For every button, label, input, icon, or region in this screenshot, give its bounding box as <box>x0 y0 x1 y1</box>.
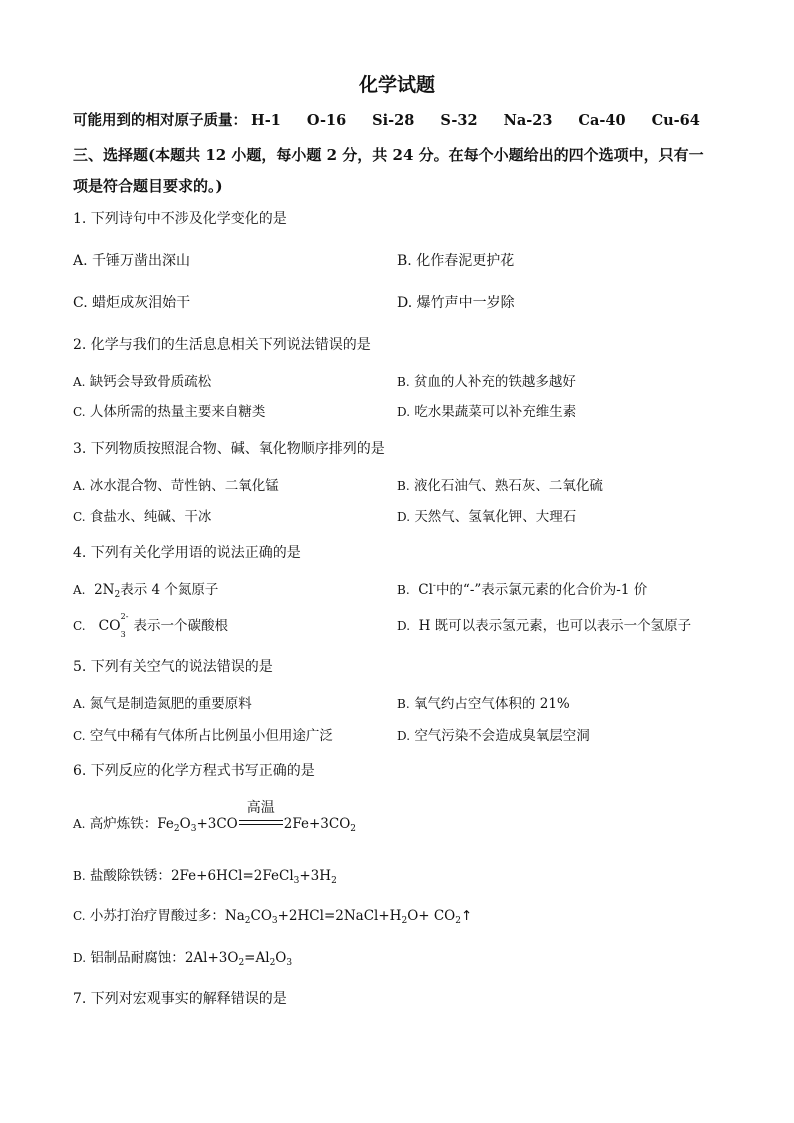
atom-o: O-16 <box>306 112 347 129</box>
q2-option-d[interactable]: D. 吃水果蔬菜可以补充维生素 <box>397 404 577 420</box>
q3-option-d[interactable]: D. 天然气、氢氧化钾、大理石 <box>397 509 577 525</box>
q5-stem: 5. 下列有关空气的说法错误的是 <box>73 659 273 675</box>
q6-option-b[interactable]: B. 盐酸除铁锈：$2Fe+6HCl=2FeCl_3+3H_2$ <box>73 868 337 886</box>
q3-stem: 3. 下列物质按照混合物、碱、氧化物顺序排列的是 <box>73 441 385 457</box>
q3-option-b[interactable]: B. 液化石油气、熟石灰、二氧化硫 <box>397 478 603 494</box>
q1-stem: 1. 下列诗句中不涉及化学变化的是 <box>73 211 287 227</box>
q5-option-d[interactable]: D. 空气污染不会造成臭氧层空洞 <box>397 728 590 744</box>
q1-option-d[interactable]: D. 爆竹声中一岁除 <box>397 295 515 311</box>
section-heading-line2: 项是符合题目要求的。) <box>73 177 223 195</box>
reaction-condition: 高温 <box>239 815 283 829</box>
q5-option-b[interactable]: B. 氧气约占空气体积的 21% <box>397 696 570 712</box>
atom-na: Na-23 <box>503 112 553 129</box>
q4-option-c[interactable]: C. CO 2- 3 表示一个碳酸根 <box>73 612 229 639</box>
section-heading-line1: 三、选择题(本题共 12 小题，每小题 2 分，共 24 分。在每个小题给出的四个选项中，只有一 <box>73 146 704 164</box>
q1-option-a[interactable]: A. 千锤万凿出深山 <box>73 253 191 269</box>
q3-option-c[interactable]: C. 食盐水、纯碱、干冰 <box>73 509 212 525</box>
atom-ca: Ca-40 <box>578 112 626 129</box>
atom-cu: Cu-64 <box>651 112 700 129</box>
q6-option-d[interactable]: D. 铝制品耐腐蚀：$2Al+3O_2=Al_2O_3$ <box>73 950 293 968</box>
atomic-masses <box>73 109 726 130</box>
q2-stem: 2. 化学与我们的生活息息相关下列说法错误的是 <box>73 337 371 353</box>
q2-option-c[interactable]: C. 人体所需的热量主要来自糖类 <box>73 404 266 420</box>
atom-si: Si-28 <box>372 112 415 129</box>
section-heading <box>73 140 733 202</box>
q3-option-a[interactable]: A. 冰水混合物、苛性钠、二氧化锰 <box>73 478 279 494</box>
q1-option-c[interactable]: C. 蜡炬成灰泪始干 <box>73 295 191 311</box>
atom-h: H-1 <box>251 112 281 129</box>
q6-option-a[interactable]: A. 高炉炼铁：$Fe_2O_3+3CO$ 高温 $2Fe+3CO_2$ <box>73 800 357 834</box>
atomic-masses-label: 可能用到的相对原子质量： <box>73 112 247 129</box>
q2-option-a[interactable]: A. 缺钙会导致骨质疏松 <box>73 374 212 390</box>
q4-option-d[interactable]: D. H 既可以表示氢元素，也可以表示一个氢原子 <box>397 618 692 634</box>
gas-arrow-icon: ↑ <box>461 908 473 924</box>
q1-option-b[interactable]: B. 化作春泥更护花 <box>397 253 515 269</box>
q2-option-b[interactable]: B. 贫血的人补充的铁越多越好 <box>397 374 576 390</box>
q5-option-a[interactable]: A. 氮气是制造氮肥的重要原料 <box>73 696 252 712</box>
q6-option-c[interactable]: C. 小苏打治疗胃酸过多：$Na_2CO_3+2HCl=2NaCl+H_2O+$ $CO_2↑$ <box>73 908 473 926</box>
q4-option-b[interactable]: B. Cl-中的“-”表示氯元素的化合价为-1 价 <box>397 581 648 598</box>
atom-s: S-32 <box>440 112 478 129</box>
page-title: 化学试题 <box>358 74 435 96</box>
q6-stem: 6. 下列反应的化学方程式书写正确的是 <box>73 763 315 779</box>
q7-stem: 7. 下列对宏观事实的解释错误的是 <box>73 991 287 1007</box>
q4-stem: 4. 下列有关化学用语的说法正确的是 <box>73 545 301 561</box>
q4-option-a[interactable]: A. $2N_2$表示 4 个氮原子 <box>73 582 219 600</box>
q5-option-c[interactable]: C. 空气中稀有气体所占比例虽小但用途广泛 <box>73 728 333 744</box>
